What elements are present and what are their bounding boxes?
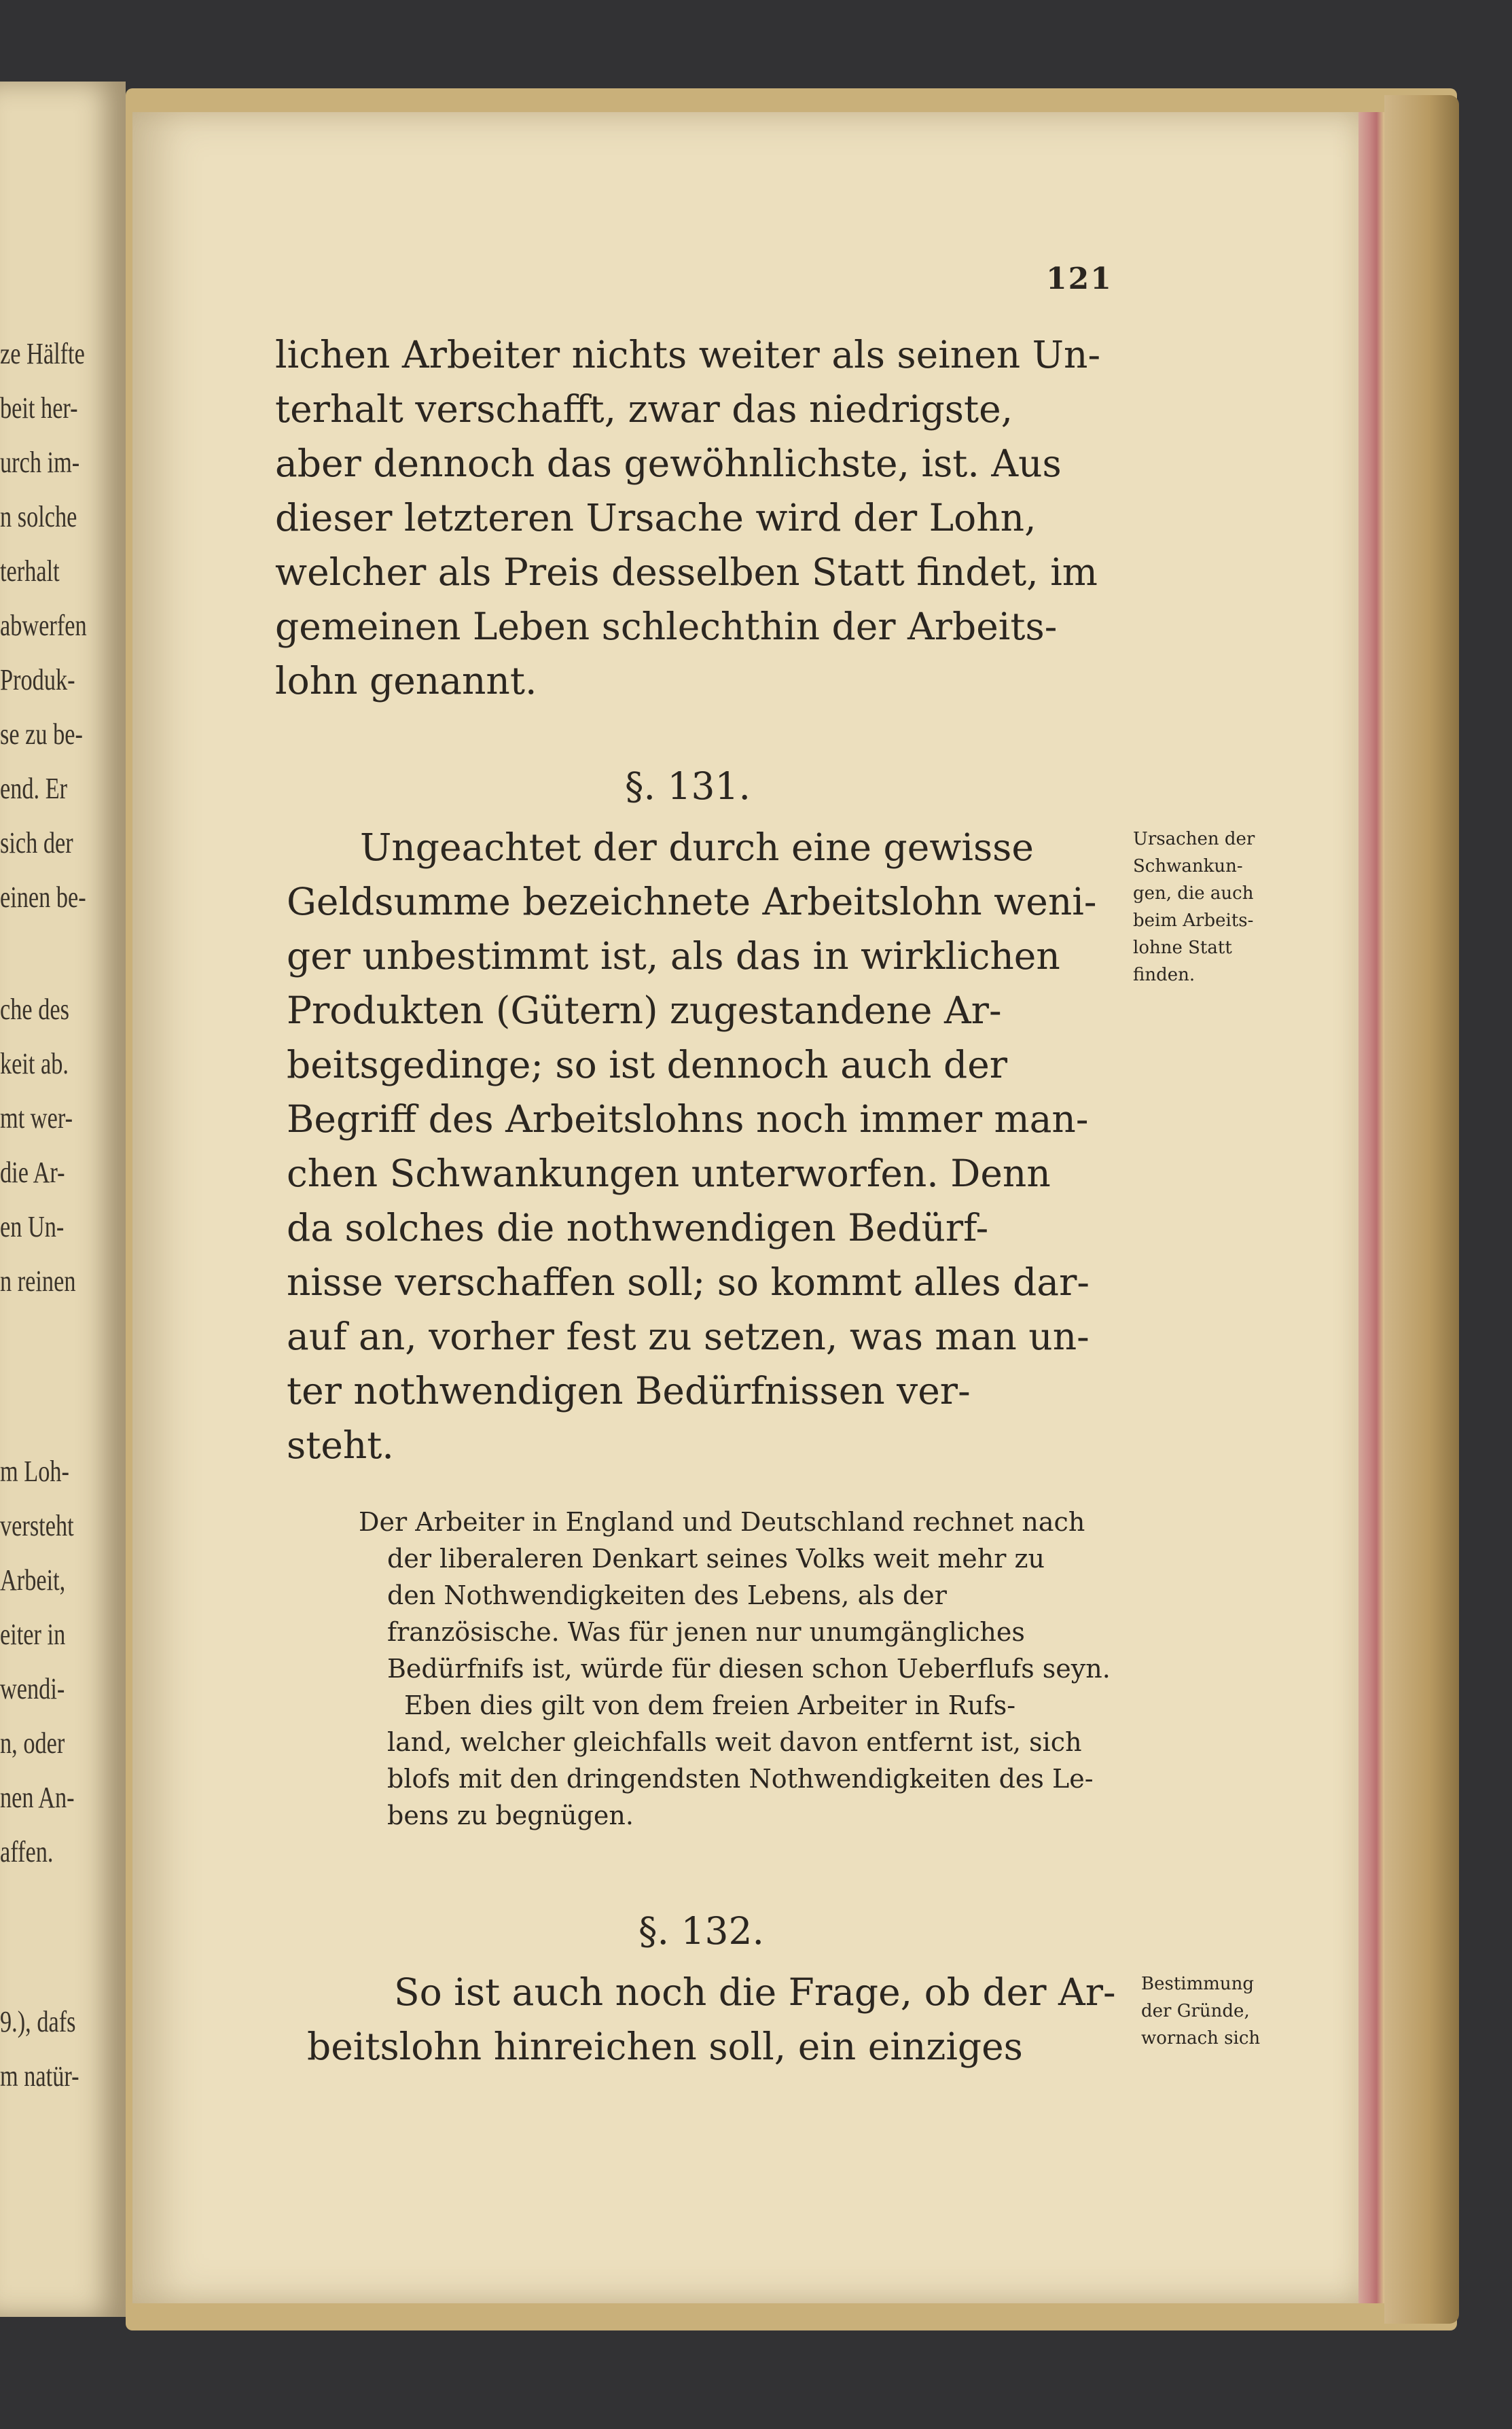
left-page-fragment: Arbeit, xyxy=(0,1563,66,1597)
text-line: dieser letzteren Ursache wird der Lohn, xyxy=(275,496,1037,539)
left-page-fragment: mt wer- xyxy=(0,1101,73,1135)
left-page-fragment: versteht xyxy=(0,1509,74,1542)
left-page-fragment: die Ar- xyxy=(0,1156,65,1189)
left-page-fragment: che des xyxy=(0,993,69,1026)
text-line: Geldsumme bezeichnete Arbeitslohn weni- xyxy=(287,880,1097,923)
left-page-fragment: affen. xyxy=(0,1835,54,1868)
footnote-line: blofs mit den dringendsten Nothwendigkeiten des Le- xyxy=(387,1764,1094,1794)
left-page-edge xyxy=(0,82,126,2317)
text-line: lohn genannt. xyxy=(275,659,537,703)
margin-note-line: lohne Statt xyxy=(1133,938,1232,958)
left-page-fragment: n solche xyxy=(0,500,77,533)
left-page-fragment: n reinen xyxy=(0,1264,76,1298)
section-heading: §. 132. xyxy=(638,1909,764,1953)
left-page-fragment: nen An- xyxy=(0,1781,75,1814)
margin-note-line: Bestimmung xyxy=(1141,1974,1255,1994)
left-page-fragment: 9.), dafs xyxy=(0,2005,76,2038)
footnote-line: französische. Was für jenen nur unumgängliches xyxy=(387,1617,1025,1647)
left-page-fragment: Produk- xyxy=(0,663,75,696)
left-page-fragment: se zu be- xyxy=(0,717,83,751)
text-line: ter nothwendigen Bedürfnissen ver- xyxy=(287,1369,971,1413)
margin-note-line: gen, die auch xyxy=(1133,883,1254,904)
text-line: auf an, vorher fest zu setzen, was man un- xyxy=(287,1315,1090,1358)
footnote-line: Der Arbeiter in England und Deutschland rechnet nach xyxy=(359,1507,1085,1537)
text-line: Begriff des Arbeitslohns noch immer man- xyxy=(287,1097,1089,1141)
left-page-fragment: m Loh- xyxy=(0,1455,69,1488)
red-page-edge xyxy=(1358,112,1384,2303)
left-page-fragment: en Un- xyxy=(0,1210,65,1243)
text-line: nisse verschaffen soll; so kommt alles dar- xyxy=(287,1260,1090,1304)
text-line: Ungeachtet der durch eine gewisse xyxy=(360,826,1034,869)
left-page-fragment: n, oder xyxy=(0,1726,65,1760)
book-cover-right xyxy=(1384,95,1459,2324)
footnote-line: der liberaleren Denkart seines Volks weit mehr zu xyxy=(387,1544,1045,1574)
section-heading: §. 131. xyxy=(625,764,751,808)
margin-note-line: Schwankun- xyxy=(1133,856,1243,876)
footnote-line: land, welcher gleichfalls weit davon entfernt ist, sich xyxy=(387,1727,1082,1757)
footnote-line: den Nothwendigkeiten des Lebens, als der xyxy=(387,1580,947,1610)
text-line: welcher als Preis desselben Statt findet, im xyxy=(275,550,1098,594)
left-page-fragment: end. Er xyxy=(0,772,68,805)
margin-note-line: wornach sich xyxy=(1141,2028,1261,2049)
footnote-line: bens zu begnügen. xyxy=(387,1801,634,1830)
text-line: gemeinen Leben schlechthin der Arbeits- xyxy=(275,605,1058,648)
left-page-fragment: ze Hälfte xyxy=(0,337,85,370)
text-line: terhalt verschafft, zwar das niedrigste, xyxy=(275,387,1013,431)
text-line: chen Schwankungen unterworfen. Denn xyxy=(287,1152,1051,1195)
text-line: da solches die nothwendigen Bedürf- xyxy=(287,1206,989,1249)
text-line: lichen Arbeiter nichts weiter als seinen Un- xyxy=(275,333,1101,376)
text-line: beitsgedinge; so ist dennoch auch der xyxy=(287,1043,1008,1086)
text-line: aber dennoch das gewöhnlichste, ist. Aus xyxy=(275,442,1062,485)
left-page-fragment: eiter in xyxy=(0,1618,66,1651)
page-number: 121 xyxy=(1046,262,1113,296)
text-line: Produkten (Gütern) zugestandene Ar- xyxy=(287,989,1002,1032)
margin-note-line: Ursachen der xyxy=(1133,829,1255,849)
margin-note-line: beim Arbeits- xyxy=(1133,910,1254,931)
left-page-fragment: beit her- xyxy=(0,391,78,425)
margin-note-line: finden. xyxy=(1133,965,1195,985)
left-page-fragment: abwerfen xyxy=(0,609,87,642)
left-page-fragment: keit ab. xyxy=(0,1047,69,1080)
left-page-fragment: urch im- xyxy=(0,446,80,479)
left-page-fragment: m natür- xyxy=(0,2059,79,2093)
text-line: So ist auch noch die Frage, ob der Ar- xyxy=(394,1970,1116,2014)
text-line: beitslohn hinreichen soll, ein einziges xyxy=(307,2025,1023,2068)
left-page-fragment: sich der xyxy=(0,826,73,859)
footnote-line: Bedürfnifs ist, würde für diesen schon Ueberflufs seyn. xyxy=(387,1654,1111,1684)
left-page-fragment: wendi- xyxy=(0,1672,65,1705)
text-line: steht. xyxy=(287,1423,394,1467)
left-page-fragment: terhalt xyxy=(0,554,60,588)
margin-note xyxy=(1141,1970,1260,2052)
footnote-line: Eben dies gilt von dem freien Arbeiter in Rufs- xyxy=(404,1690,1016,1720)
left-page-fragment: einen be- xyxy=(0,881,86,914)
margin-note-line: der Gründe, xyxy=(1141,2001,1250,2021)
margin-note xyxy=(1133,826,1255,989)
text-line: ger unbestimmt ist, als das in wirklichen xyxy=(287,934,1060,978)
